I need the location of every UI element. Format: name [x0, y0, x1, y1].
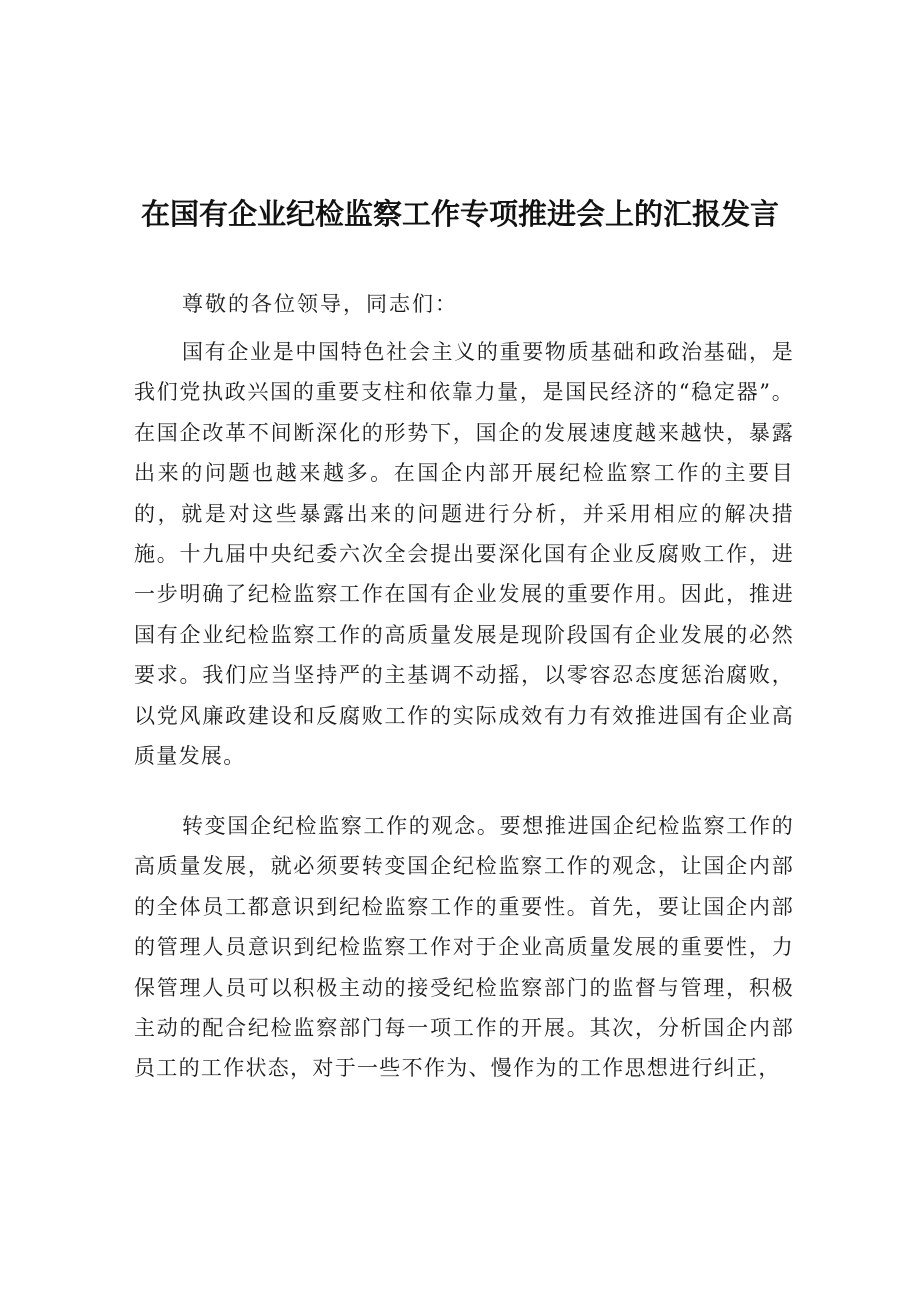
salutation: 尊敬的各位领导，同志们： [182, 292, 458, 316]
paragraph-change-concept: 转变国企纪检监察工作的观念。要想推进国企纪检监察工作的高质量发展，就必须要转变国企纪检监察工作的观念，让国企内部的全体员工都意识到纪检监察工作的重要性。首先，要让国企内部的管理人员意识到纪检监察工作对于企业高质量发展的重要性，力保管理人员可以积极主动的接受纪检监察部门的监督与管理，积极主动的配合纪检监察部门每一项工作的开展。其次，分析国企内部员工的工作状态，对于一些不作为、慢作为的工作思想进行纠正， [134, 814, 794, 1081]
document-title: 在国有企业纪检监察工作专项推进会上的汇报发言 [140, 197, 779, 231]
paragraph-intro: 国有企业是中国特色社会主义的重要物质基础和政治基础，是我们党执政兴国的重要支柱和依靠力量，是国民经济的“稳定器”。在国企改革不间断深化的形势下，国企的发展速度越来越快，暴露出来的问题也越来越多。在国企内部开展纪检监察工作的主要目的，就是对这些暴露出来的问题进行分析，并采用相应的解决措施。十九届中央纪委六次全会提出要深化国有企业反腐败工作，进一步明确了纪检监察工作在国有企业发展的重要作用。因此，推进国有企业纪检监察工作的高质量发展是现阶段国有企业发展的必然要求。我们应当坚持严的主基调不动摇，以零容忍态度惩治腐败，以党风廉政建设和反腐败工作的实际成效有力有效推进国有企业高质量发展。 [134, 340, 794, 769]
